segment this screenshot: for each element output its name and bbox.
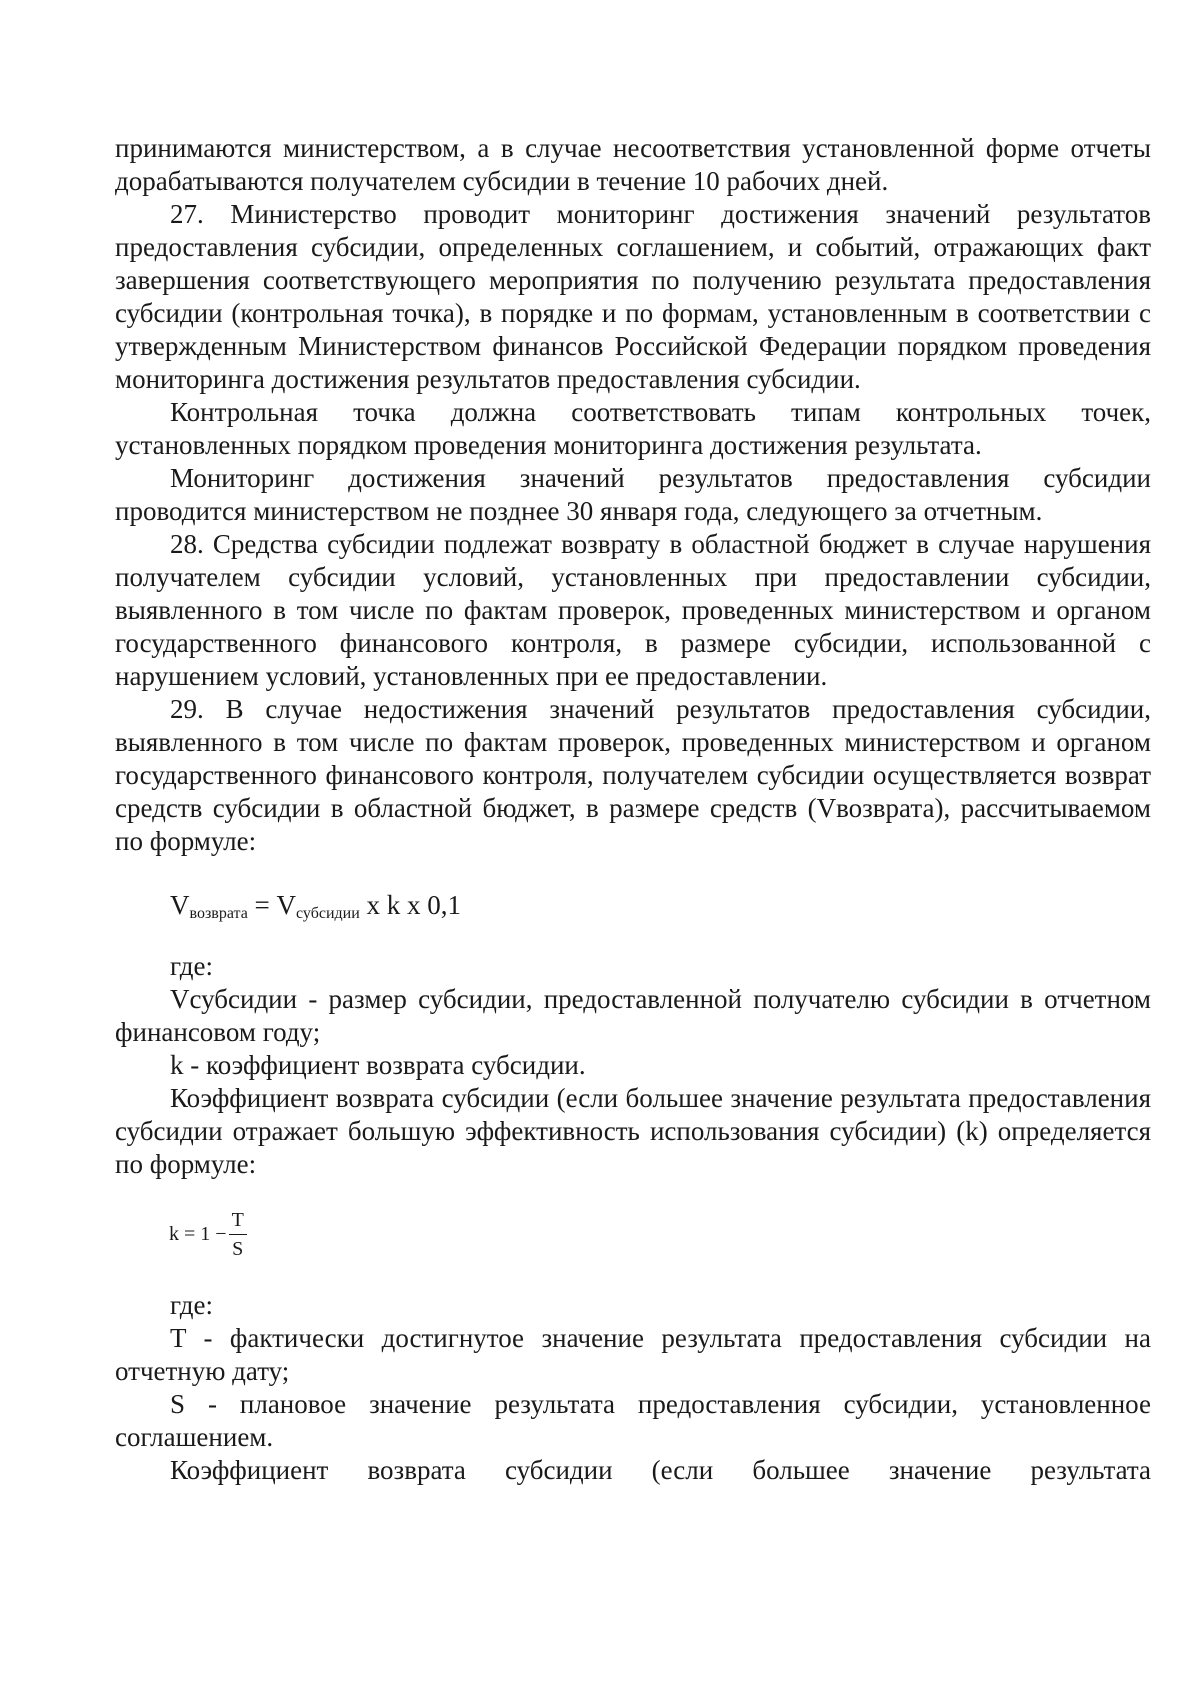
paragraph-coefficient: Коэффициент возврата субсидии (если большее значение результата предоставления субсидии отражает большую эффективность использования субсидии) (k) определяется по формуле: (115, 1083, 1151, 1179)
paragraph-coefficient-continued: Коэффициент возврата субсидии (если большее значение результата (170, 1455, 1151, 1485)
formula-v-return: V (170, 890, 190, 920)
paragraph-monitoring: Мониторинг достижения значений результатов предоставления субсидии проводится министерством не позднее 30 января года, следующего за отчетным. (115, 463, 1151, 526)
formula-sub-return: возврата (189, 905, 248, 922)
where-label-1: где: (170, 951, 213, 981)
definition-s: S - плановое значение результата предоставления субсидии, установленное соглашением. (115, 1389, 1151, 1452)
definition-t: T - фактически достигнутое значение результата предоставления субсидии на отчетную дату; (115, 1323, 1151, 1386)
paragraph-29: 29. В случае недостижения значений результатов предоставления субсидии, выявленного в том числе по фактам проверок, проведенных министерством и органом государственного финансового контроля, получателем субсидии осуществляется возврат средств субсидии в областной бюджет, в размере средств (Vвозврата), рассчитываемом по формуле: (115, 694, 1151, 856)
formula-equals: = (247, 890, 277, 920)
formula-numerator: T (229, 1209, 247, 1235)
formula-v-subsidy: V (276, 890, 297, 920)
paragraph-28: 28. Средства субсидии подлежат возврату в областной бюджет в случае нарушения получателем субсидии условий, установленных при предоставлении субсидии, выявленного в том числе по фактам проверок, проведенных министерством и органом государственного финансового контроля, в размере субсидии, использованной с нарушением условий, установленных при ее предоставлении. (115, 529, 1151, 691)
definition-k: k - коэффициент возврата субсидии. (170, 1050, 586, 1080)
formula-rest: x k x 0,1 (359, 890, 462, 920)
formula-fraction (229, 1209, 247, 1260)
document-page (115, 132, 1151, 1487)
formula-coefficient (169, 1201, 1151, 1267)
formula-k-lhs: k = 1 − (169, 1223, 227, 1245)
paragraph-control-point: Контрольная точка должна соответствовать типам контрольных точек, установленных порядком проведения мониторинга достижения результата. (115, 397, 1151, 460)
paragraph-27: 27. Министерство проводит мониторинг достижения значений результатов предоставления субсидии, определенных соглашением, и событий, отражающих факт завершения соответствующего мероприятия по получению результата предоставления субсидии (контрольная точка), в порядке и по формам, установленным в соответствии с утвержденным Министерством финансов Российской Федерации порядком проведения мониторинга достижения результатов предоставления субсидии. (115, 199, 1151, 394)
formula-denominator: S (232, 1237, 244, 1260)
formula-return-amount (115, 889, 1151, 922)
paragraph-continuation: принимаются министерством, а в случае несоответствия установленной форме отчеты дорабатываются получателем субсидии в течение 10 рабочих дней. (115, 133, 1151, 196)
where-label-2: где: (170, 1290, 213, 1320)
formula-sub-subsidy: субсидии (296, 905, 360, 922)
definition-v-subsidy: Vсубсидии - размер субсидии, предоставленной получателю субсидии в отчетном финансовом году; (115, 984, 1151, 1047)
